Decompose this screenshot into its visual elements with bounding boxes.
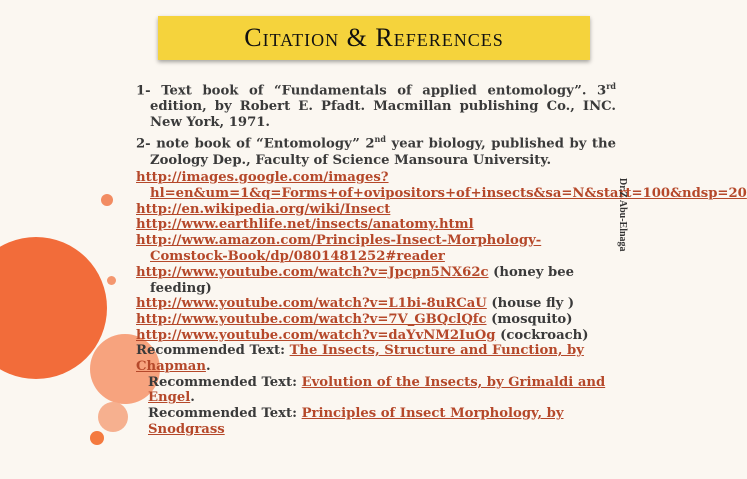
link-note: (house fly ) <box>491 296 575 312</box>
recommended-label: Recommended Text: <box>136 343 285 358</box>
recommended-label: Recommended Text: <box>148 406 297 422</box>
link-row-5 <box>136 265 616 297</box>
recommended-item-1: Recommended Text: The Insects, Structure and Function, by Chapman. <box>136 343 584 374</box>
recommended-link-snodgrass[interactable]: Principles of Insect Morphology, by Snodgrass <box>148 406 564 437</box>
recommended-texts <box>136 343 616 438</box>
reference-item-2: 2- note book of “Entomology” 2nd year biology, published by the Zoology Dep., Faculty of Science Mansoura University. <box>136 134 616 168</box>
link-amazon[interactable]: http://www.amazon.com/Principles-Insect-Morphology-Comstock-Book/dp/0801481252#reader <box>136 233 542 264</box>
link-earthlife[interactable]: http://www.earthlife.net/insects/anatomy.html <box>136 217 474 233</box>
link-row-1 <box>136 170 747 202</box>
decor-circle-tiny-top <box>101 194 113 206</box>
decor-circle-tiny-mid <box>107 276 116 285</box>
decor-circle-tiny <box>90 431 104 445</box>
link-note: (honey bee feeding) <box>150 264 574 296</box>
title-banner <box>158 16 590 60</box>
link-row-3 <box>136 217 616 233</box>
link-note: (cockroach) <box>500 327 589 343</box>
recommended-link-chapman[interactable]: The Insects, Structure and Function, by Chapman <box>136 343 584 374</box>
link-youtube-mosquito[interactable]: http://www.youtube.com/watch?v=7V_GBQclQfc <box>136 312 487 328</box>
link-row-2 <box>136 202 616 218</box>
page-title: Citation & References <box>244 23 504 52</box>
reference-number: 2- <box>136 136 151 152</box>
link-row-7 <box>136 312 616 328</box>
recommended-item-3 <box>136 406 616 438</box>
author-credit: Dr.Z Abu-Elnaga <box>617 178 628 252</box>
link-note: (mosquito) <box>491 312 573 328</box>
link-google-images[interactable]: http://images.google.com/images?hl=en&um=1&q=Forms+of+ovipositors+of+insects&sa=N&start=100&ndsp=20 <box>136 170 747 201</box>
references-list <box>136 78 616 169</box>
decor-circle-small <box>98 402 128 432</box>
reference-number: 1- <box>136 83 151 99</box>
recommended-item-2: Recommended Text: Evolution of the Insects, by Grimaldi and Engel. <box>148 374 606 406</box>
recommended-label: Recommended Text: <box>148 374 297 390</box>
link-youtube-house-fly[interactable]: http://www.youtube.com/watch?v=L1bi-8uRCaU <box>136 296 487 312</box>
link-youtube-cockroach[interactable]: http://www.youtube.com/watch?v=daYvNM2IuOg <box>136 327 496 343</box>
link-row-4 <box>136 233 616 265</box>
reference-item-1: 1- Text book of “Fundamentals of applied entomology”. 3rd edition, by Robert E. Pfadt. Macmillan publishing Co., INC. New York, 1971. <box>136 81 616 131</box>
link-youtube-honey-bee[interactable]: http://www.youtube.com/watch?v=Jpcpn5NX62c <box>136 264 489 280</box>
recommended-link-grimaldi[interactable]: Evolution of the Insects, by Grimaldi and Engel <box>148 374 606 406</box>
link-wikipedia-insect[interactable]: http://en.wikipedia.org/wiki/Insect <box>136 201 391 217</box>
link-row-6 <box>136 296 616 312</box>
link-row-8 <box>136 328 616 344</box>
